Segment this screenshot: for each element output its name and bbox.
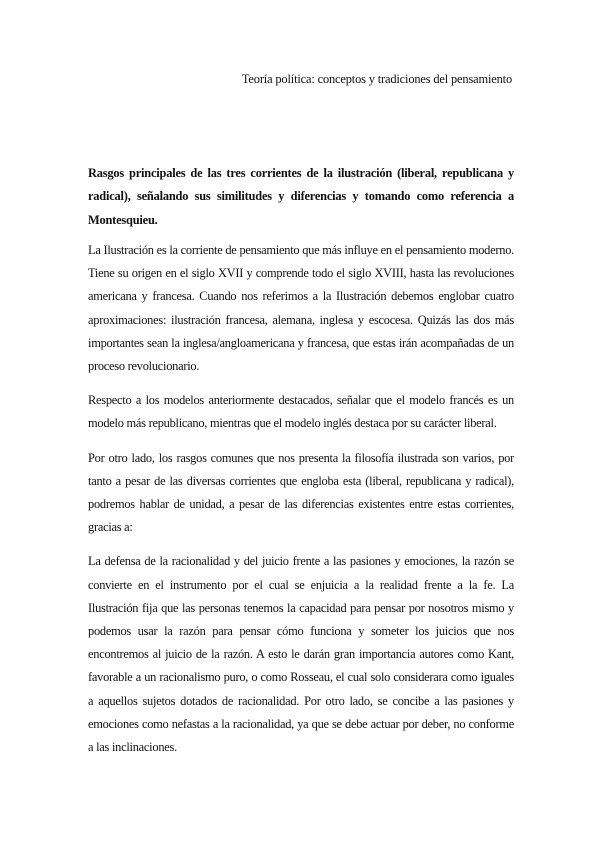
section-heading: Rasgos principales de las tres corrientes de la ilustración (liberal, republicana y radical), señalando sus similitudes y diferencias y tomando como referencia a Montesquieu. — [88, 166, 514, 227]
paragraph-models: Respecto a los modelos anteriormente destacados, señalar que el modelo francés es un modelo más republicano, mientras que el modelo inglés destaca por su carácter liberal. — [88, 393, 514, 431]
paragraph-common-traits: Por otro lado, los rasgos comunes que nos presenta la filosofía ilustrada son varios, por tanto a pesar de las diversas corrientes que engloba esta (liberal, republicana y radical), podremos hablar de unidad, a pesar de las diferencias existentes entre estas corrientes, gracias a: — [88, 450, 514, 535]
document-body — [88, 162, 514, 770]
paragraph-rationality: La defensa de la racionalidad y del juicio frente a las pasiones y emociones, la razón se convierte en el instrumento por el cual se enjuicia a la realidad frente a la fe. La Ilustración fija que las personas tenemos la capacidad para pensar por nosotros mismo y podemos usar la razón para pensar cómo funciona y someter los juicios que nos encontremos al juicio de la razón. A esto le darán gran importancia autores como Kant, favorable a un racionalismo puro, o como Rosseau, el cual solo considerara como iguales a aquellos sujetos dotados de racionalidad. Por otro lado, se concibe a las pasiones y emociones como nefastas a la racionalidad, ya que se debe actuar por deber, no conforme a las inclinaciones. — [88, 554, 514, 754]
running-header: Teoría política: conceptos y tradiciones del pensamiento — [241, 72, 512, 86]
paragraph-intro: La Ilustración es la corriente de pensamiento que más influye en el pensamiento moderno. Tiene su origen en el siglo XVII y comprende todo el siglo XVIII, hasta las revoluciones americana y francesa. Cuando nos referimos a la Ilustración debemos englobar cuatro aproximaciones: ilustración francesa, alemana, inglesa y escocesa. Quizás las dos más importantes sean la inglesa/angloamericana y francesa, que estas irán acompañadas de un proceso revolucionario. — [88, 242, 514, 373]
